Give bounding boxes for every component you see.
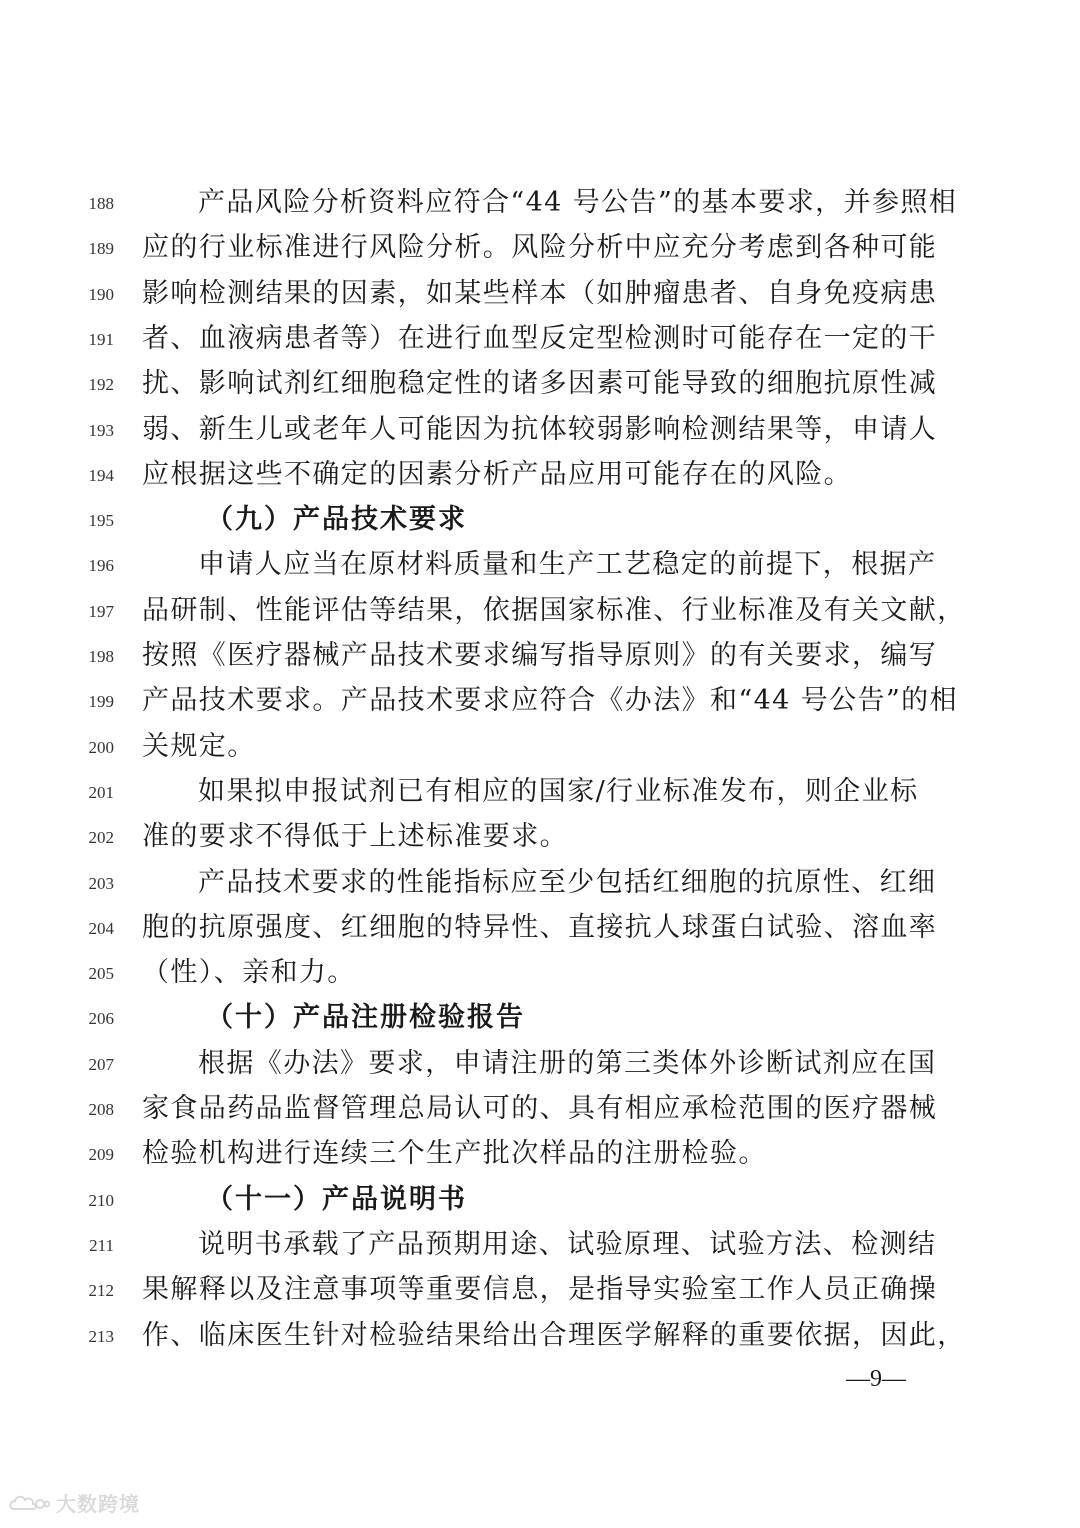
text-line xyxy=(0,361,1080,406)
paragraph-text: 品研制、性能评估等结果，依据国家标准、行业标准及有关文献， xyxy=(142,594,966,626)
paragraph-text: 申请人应当在原材料质量和生产工艺稳定的前提下，根据产 xyxy=(198,549,937,581)
text-line xyxy=(0,1313,1080,1358)
text-line xyxy=(0,724,1080,769)
watermark xyxy=(8,1488,140,1517)
line-number: 205 xyxy=(88,964,114,984)
line-number: 190 xyxy=(88,284,114,304)
line-number: 198 xyxy=(88,647,114,666)
line-number: 210 xyxy=(88,1190,114,1210)
paragraph-text: 作、临床医生针对检验结果给出合理医学解释的重要依据，因此， xyxy=(142,1319,966,1351)
paragraph-text: 根据《办法》要求，申请注册的第三类体外诊断试剂应在国 xyxy=(198,1047,937,1079)
paragraph-text: 产品风险分析资料应符合“44 号公告”的基本要求，并参照相 xyxy=(198,187,958,218)
line-number: 213 xyxy=(88,1326,114,1346)
text-line xyxy=(0,1222,1080,1267)
page-number: —9— xyxy=(846,1366,906,1392)
section-heading: （十一）产品说明书 xyxy=(206,1183,467,1215)
paragraph-text: 应根据这些不确定的因素分析产品应用可能存在的风险。 xyxy=(142,458,852,490)
line-number: 189 xyxy=(88,239,114,259)
paragraph-text: 胞的抗原强度、红细胞的特异性、直接抗人球蛋白试验、溶血率 xyxy=(142,911,938,943)
paragraph-text: 弱、新生儿或老年人可能因为抗体较弱影响检测结果等，申请人 xyxy=(142,413,938,445)
text-line xyxy=(0,316,1080,361)
line-number: 199 xyxy=(88,692,114,712)
text-line xyxy=(0,497,1080,542)
line-number: 194 xyxy=(88,465,114,485)
text-line xyxy=(0,452,1080,497)
paragraph-text: （性）、亲和力。 xyxy=(142,957,356,989)
section-heading: （九）产品技术要求 xyxy=(206,504,467,536)
section-heading: （十）产品注册检验报告 xyxy=(206,1002,525,1034)
line-number: 196 xyxy=(88,556,114,576)
line-number: 207 xyxy=(88,1054,114,1074)
line-number: 192 xyxy=(88,375,114,395)
text-line xyxy=(0,950,1080,995)
paragraph-text: 家食品药品监督管理总局认可的、具有相应承检范围的医疗器械 xyxy=(142,1093,938,1124)
line-number: 200 xyxy=(88,737,114,757)
text-line xyxy=(0,678,1080,723)
paragraph-text: 检验机构进行连续三个生产批次样品的注册检验。 xyxy=(142,1138,767,1170)
text-line xyxy=(0,1131,1080,1176)
text-line xyxy=(0,995,1080,1040)
paragraph-text: 如果拟申报试剂已有相应的国家/行业标准发布，则企业标 xyxy=(198,775,919,807)
line-number: 197 xyxy=(88,601,114,621)
line-number: 193 xyxy=(88,420,114,440)
paragraph-text: 准的要求不得低于上述标准要求。 xyxy=(142,821,568,853)
text-line xyxy=(0,1086,1080,1131)
line-number: 209 xyxy=(88,1145,114,1165)
text-line xyxy=(0,769,1080,814)
text-line xyxy=(0,542,1080,587)
text-line xyxy=(0,271,1080,316)
text-line xyxy=(0,633,1080,678)
paragraph-text: 影响检测结果的因素，如某些样本（如肿瘤患者、自身免疫病患 xyxy=(142,277,938,309)
text-line xyxy=(0,1177,1080,1222)
paragraph-text: 应的行业标准进行风险分析。风险分析中应充分考虑到各种可能 xyxy=(142,232,938,264)
line-number: 208 xyxy=(88,1100,114,1119)
text-line xyxy=(0,1041,1080,1086)
text-line xyxy=(0,588,1080,633)
line-number: 202 xyxy=(88,828,114,848)
line-number: 188 xyxy=(88,194,114,213)
text-line xyxy=(0,905,1080,950)
text-line xyxy=(0,860,1080,905)
text-line xyxy=(0,814,1080,859)
paragraph-text: 者、血液病患者等）在进行血型反定型检测时可能存在一定的干 xyxy=(142,322,938,354)
line-number: 212 xyxy=(88,1281,114,1301)
text-line xyxy=(0,225,1080,270)
line-number: 211 xyxy=(89,1235,114,1255)
watermark-text: 大数跨境 xyxy=(56,1492,140,1516)
text-line xyxy=(0,407,1080,452)
line-number: 204 xyxy=(88,918,114,938)
paragraph-text: 说明书承载了产品预期用途、试验原理、试验方法、检测结 xyxy=(198,1228,937,1260)
paragraph-text: 产品技术要求的性能指标应至少包括红细胞的抗原性、红细 xyxy=(198,866,937,898)
text-line xyxy=(0,1267,1080,1312)
line-number: 195 xyxy=(88,511,114,531)
paragraph-text: 果解释以及注意事项等重要信息，是指导实验室工作人员正确操 xyxy=(142,1274,938,1306)
paragraph-text: 按照《医疗器械产品技术要求编写指导原则》的有关要求，编写 xyxy=(142,640,938,671)
line-number: 191 xyxy=(88,329,114,349)
line-number: 201 xyxy=(88,782,114,802)
line-number: 203 xyxy=(88,873,114,893)
paragraph-text: 关规定。 xyxy=(142,730,256,762)
line-number: 206 xyxy=(88,1009,114,1029)
cloud-logo-icon xyxy=(8,1492,50,1514)
paragraph-text: 产品技术要求。产品技术要求应符合《办法》和“44 号公告”的相 xyxy=(142,685,958,717)
paragraph-text: 扰、影响试剂红细胞稳定性的诸多因素可能导致的细胞抗原性减 xyxy=(142,368,938,400)
text-line xyxy=(0,180,1080,225)
